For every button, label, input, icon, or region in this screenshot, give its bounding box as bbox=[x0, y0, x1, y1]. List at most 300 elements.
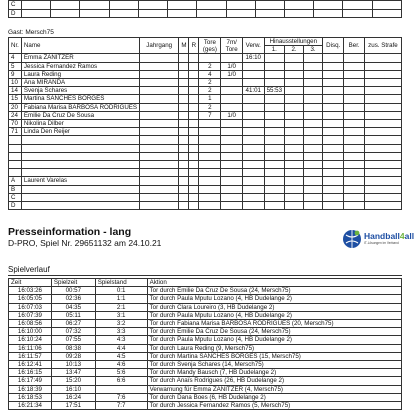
empty-cell bbox=[304, 193, 323, 201]
empty-cell bbox=[304, 144, 323, 152]
event-zeit: 16:07:03 bbox=[9, 303, 52, 311]
empty-cell bbox=[284, 1, 313, 10]
player-r bbox=[189, 79, 199, 87]
player-r bbox=[189, 120, 199, 128]
official-row bbox=[9, 1, 402, 10]
empty-cell bbox=[344, 136, 365, 144]
empty-cell bbox=[285, 193, 304, 201]
event-spielstand: 3:3 bbox=[95, 328, 147, 336]
player-h1 bbox=[264, 54, 284, 62]
event-spielzeit: 07:32 bbox=[51, 328, 95, 336]
player-verw: 41:01 bbox=[242, 87, 264, 95]
player-r bbox=[189, 128, 199, 136]
empty-cell bbox=[221, 201, 243, 209]
empty-cell bbox=[179, 152, 189, 160]
event-spielstand: 4:5 bbox=[95, 352, 147, 360]
empty-cell bbox=[21, 161, 139, 169]
player-7m: 1/0 bbox=[221, 111, 243, 119]
empty-cell bbox=[242, 193, 264, 201]
empty-cell bbox=[221, 177, 243, 185]
player-disq bbox=[323, 87, 344, 95]
empty-cell bbox=[323, 177, 344, 185]
player-r bbox=[189, 62, 199, 70]
event-spielzeit: 02:36 bbox=[51, 295, 95, 303]
empty-cell bbox=[285, 201, 304, 209]
empty-cell bbox=[364, 161, 401, 169]
empty-cell bbox=[199, 201, 221, 209]
player-name: Emilie Da Cruz De Sousa bbox=[21, 111, 139, 119]
empty-cell bbox=[323, 152, 344, 160]
player-tore bbox=[199, 54, 221, 62]
player-row bbox=[9, 128, 402, 136]
official-name: Laurent Varelas bbox=[21, 177, 139, 185]
official-code: A bbox=[9, 177, 22, 185]
empty-cell bbox=[140, 136, 179, 144]
player-h1: 55:53 bbox=[264, 87, 284, 95]
official-row bbox=[9, 193, 402, 201]
player-jahrgang bbox=[140, 111, 179, 119]
empty-cell bbox=[364, 185, 401, 193]
player-nr: 71 bbox=[9, 128, 22, 136]
press-subtitle: D-PRO, Spiel Nr. 29651132 am 24.10.21 bbox=[8, 238, 162, 248]
empty-cell bbox=[189, 185, 199, 193]
player-7m bbox=[221, 128, 243, 136]
event-zeit: 16:11:06 bbox=[9, 344, 52, 352]
player-ber bbox=[344, 120, 365, 128]
player-nr: 20 bbox=[9, 103, 22, 111]
player-verw bbox=[242, 62, 264, 70]
empty-cell bbox=[323, 169, 344, 177]
empty-cell bbox=[285, 177, 304, 185]
header-h1: 1. bbox=[264, 46, 284, 54]
empty-cell bbox=[179, 185, 189, 193]
event-zeit: 16:16:15 bbox=[9, 369, 52, 377]
event-spielzeit: 15:20 bbox=[51, 377, 95, 385]
empty-cell bbox=[109, 9, 138, 18]
player-r bbox=[189, 70, 199, 78]
player-r bbox=[189, 95, 199, 103]
player-m bbox=[179, 54, 189, 62]
empty-cell bbox=[189, 193, 199, 201]
empty-cell bbox=[179, 144, 189, 152]
player-h1 bbox=[264, 120, 284, 128]
player-ber bbox=[344, 95, 365, 103]
player-zus-strafe bbox=[364, 62, 401, 70]
event-zeit: 16:10:00 bbox=[9, 328, 52, 336]
empty-cell bbox=[221, 169, 243, 177]
player-m bbox=[179, 95, 189, 103]
event-spielstand: 7:7 bbox=[95, 402, 147, 410]
header-7m: 7m/ Tore bbox=[221, 38, 243, 54]
empty-cell bbox=[51, 1, 80, 10]
empty-cell bbox=[140, 201, 179, 209]
empty-cell bbox=[284, 9, 313, 18]
event-zeit: 16:17:49 bbox=[9, 377, 52, 385]
empty-cell bbox=[199, 193, 221, 201]
player-verw bbox=[242, 128, 264, 136]
player-m bbox=[179, 70, 189, 78]
event-row bbox=[9, 369, 402, 377]
player-h2 bbox=[285, 70, 304, 78]
player-name: Fabiana Marisa BARBOSA RODRIGUES bbox=[21, 103, 139, 111]
event-row bbox=[9, 320, 402, 328]
empty-cell bbox=[255, 1, 284, 10]
empty-cell bbox=[264, 144, 284, 152]
player-7m: 1/0 bbox=[221, 62, 243, 70]
event-row bbox=[9, 352, 402, 360]
player-verw bbox=[242, 95, 264, 103]
event-spielzeit: 09:28 bbox=[51, 352, 95, 360]
empty-cell bbox=[285, 144, 304, 152]
player-jahrgang bbox=[140, 95, 179, 103]
event-spielzeit: 16:10 bbox=[51, 385, 95, 393]
empty-cell bbox=[197, 1, 226, 10]
player-row bbox=[9, 54, 402, 62]
official-row bbox=[9, 185, 402, 193]
empty-cell bbox=[314, 9, 343, 18]
player-table-header-row bbox=[9, 38, 402, 46]
empty-cell bbox=[242, 161, 264, 169]
event-spielstand: 4:3 bbox=[95, 336, 147, 344]
player-zus-strafe bbox=[364, 103, 401, 111]
section-divider bbox=[8, 275, 402, 276]
player-m bbox=[179, 103, 189, 111]
empty-cell bbox=[168, 1, 197, 10]
empty-cell bbox=[21, 136, 139, 144]
empty-cell bbox=[221, 161, 243, 169]
header-nr: Nr. bbox=[9, 38, 22, 54]
empty-cell bbox=[304, 169, 323, 177]
player-jahrgang bbox=[140, 54, 179, 62]
empty-cell bbox=[179, 161, 189, 169]
empty-cell bbox=[364, 152, 401, 160]
empty-player-row bbox=[9, 161, 402, 169]
player-m bbox=[179, 62, 189, 70]
empty-cell bbox=[242, 136, 264, 144]
event-zeit: 16:08:56 bbox=[9, 320, 52, 328]
event-aktion: Tor durch Mandy Bausch (7, HB Dudelange 2) bbox=[147, 369, 401, 377]
player-h3 bbox=[304, 79, 323, 87]
player-h2 bbox=[285, 120, 304, 128]
event-spielstand bbox=[95, 385, 147, 393]
player-h3 bbox=[304, 95, 323, 103]
official-code: C bbox=[9, 1, 22, 10]
player-m bbox=[179, 79, 189, 87]
event-spielstand: 4:6 bbox=[95, 361, 147, 369]
empty-cell bbox=[189, 152, 199, 160]
event-row bbox=[9, 303, 402, 311]
empty-cell bbox=[264, 169, 284, 177]
player-jahrgang bbox=[140, 62, 179, 70]
player-7m bbox=[221, 79, 243, 87]
empty-cell bbox=[264, 161, 284, 169]
empty-cell bbox=[221, 185, 243, 193]
empty-cell bbox=[80, 9, 109, 18]
empty-cell bbox=[242, 185, 264, 193]
player-7m bbox=[221, 54, 243, 62]
player-tore: 2 bbox=[199, 103, 221, 111]
official-name bbox=[21, 185, 139, 193]
player-h3 bbox=[304, 70, 323, 78]
player-h2 bbox=[285, 79, 304, 87]
empty-cell bbox=[199, 169, 221, 177]
empty-cell bbox=[189, 169, 199, 177]
player-nr: 4 bbox=[9, 54, 22, 62]
player-zus-strafe bbox=[364, 79, 401, 87]
team-label: Gast: Mersch75 bbox=[8, 29, 54, 36]
player-ber bbox=[344, 79, 365, 87]
event-zeit: 16:10:24 bbox=[9, 336, 52, 344]
player-name: Martina SANCHES BORGES bbox=[21, 95, 139, 103]
event-spielzeit: 00:57 bbox=[51, 287, 95, 295]
empty-cell bbox=[285, 161, 304, 169]
empty-cell bbox=[179, 169, 189, 177]
empty-cell bbox=[264, 193, 284, 201]
empty-cell bbox=[242, 201, 264, 209]
event-zeit: 16:11:57 bbox=[9, 352, 52, 360]
player-name: Ana MIRANDA bbox=[21, 79, 139, 87]
player-name: Emma ZANITZER bbox=[21, 54, 139, 62]
empty-cell bbox=[21, 144, 139, 152]
empty-cell bbox=[364, 201, 401, 209]
empty-cell bbox=[140, 161, 179, 169]
empty-cell bbox=[221, 144, 243, 152]
event-spielstand: 1:1 bbox=[95, 295, 147, 303]
handball-icon bbox=[342, 229, 362, 249]
empty-cell bbox=[344, 193, 365, 201]
player-7m: 1/0 bbox=[221, 70, 243, 78]
empty-cell bbox=[323, 193, 344, 201]
empty-cell bbox=[304, 185, 323, 193]
player-verw: 16:10 bbox=[242, 54, 264, 62]
header-h2: 2. bbox=[285, 46, 304, 54]
player-ber bbox=[344, 111, 365, 119]
player-nr: 15 bbox=[9, 95, 22, 103]
empty-cell bbox=[140, 144, 179, 152]
player-zus-strafe bbox=[364, 54, 401, 62]
official-row bbox=[9, 177, 402, 185]
empty-cell bbox=[199, 144, 221, 152]
player-row bbox=[9, 70, 402, 78]
event-row bbox=[9, 295, 402, 303]
player-zus-strafe bbox=[364, 128, 401, 136]
player-r bbox=[189, 111, 199, 119]
event-aktion: Tor durch Emilie Da Cruz De Sousa (24, Mersch75) bbox=[147, 328, 401, 336]
empty-cell bbox=[189, 161, 199, 169]
header-spielzeit: Spielzeit bbox=[51, 279, 95, 287]
player-tore: 7 bbox=[199, 111, 221, 119]
empty-cell bbox=[9, 136, 22, 144]
event-spielzeit: 07:55 bbox=[51, 336, 95, 344]
player-h2 bbox=[285, 128, 304, 136]
empty-cell bbox=[221, 136, 243, 144]
event-aktion: Verwarnung für Emma ZANITZER (4, Mersch75) bbox=[147, 385, 401, 393]
player-jahrgang bbox=[140, 87, 179, 95]
player-h1 bbox=[264, 103, 284, 111]
event-aktion: Tor durch Emilie Da Cruz De Sousa (24, Mersch75) bbox=[147, 287, 401, 295]
empty-cell bbox=[199, 136, 221, 144]
player-row bbox=[9, 111, 402, 119]
player-tore bbox=[199, 128, 221, 136]
player-disq bbox=[323, 128, 344, 136]
official-name bbox=[21, 201, 139, 209]
player-tore: 1 bbox=[199, 95, 221, 103]
event-spielzeit: 04:35 bbox=[51, 303, 95, 311]
official-code: D bbox=[9, 9, 22, 18]
event-aktion: Tor durch Svenja Schares (14, Mersch75) bbox=[147, 361, 401, 369]
player-verw bbox=[242, 120, 264, 128]
empty-cell bbox=[199, 177, 221, 185]
empty-cell bbox=[221, 193, 243, 201]
player-jahrgang bbox=[140, 128, 179, 136]
empty-cell bbox=[9, 161, 22, 169]
empty-cell bbox=[140, 185, 179, 193]
empty-cell bbox=[9, 169, 22, 177]
handball4all-logo bbox=[342, 227, 414, 253]
empty-cell bbox=[242, 152, 264, 160]
empty-cell bbox=[343, 1, 372, 10]
player-r bbox=[189, 87, 199, 95]
empty-cell bbox=[109, 1, 138, 10]
empty-cell bbox=[264, 177, 284, 185]
header-zus-strafe: zus. Strafe bbox=[364, 38, 401, 54]
empty-cell bbox=[242, 169, 264, 177]
player-disq bbox=[323, 120, 344, 128]
empty-cell bbox=[264, 201, 284, 209]
player-row bbox=[9, 95, 402, 103]
player-zus-strafe bbox=[364, 95, 401, 103]
empty-cell bbox=[323, 201, 344, 209]
empty-cell bbox=[344, 201, 365, 209]
empty-cell bbox=[344, 161, 365, 169]
player-h1 bbox=[264, 79, 284, 87]
empty-cell bbox=[372, 9, 401, 18]
empty-cell bbox=[285, 169, 304, 177]
event-row bbox=[9, 385, 402, 393]
player-stats-table bbox=[8, 37, 402, 210]
event-zeit: 16:18:53 bbox=[9, 393, 52, 401]
event-aktion: Tor durch Paula Mputu Lozano (4, HB Dudelange 2) bbox=[147, 311, 401, 319]
header-zeit: Zeit bbox=[9, 279, 52, 287]
event-zeit: 16:05:05 bbox=[9, 295, 52, 303]
empty-cell bbox=[199, 161, 221, 169]
player-ber bbox=[344, 54, 365, 62]
player-disq bbox=[323, 54, 344, 62]
event-aktion: Tor durch Clara Loureiro (3, HB Dudelange 2) bbox=[147, 303, 401, 311]
player-zus-strafe bbox=[364, 120, 401, 128]
empty-cell bbox=[344, 185, 365, 193]
empty-cell bbox=[226, 9, 255, 18]
event-aktion: Tor durch Paula Mputu Lozano (4, HB Dudelange 2) bbox=[147, 295, 401, 303]
player-h1 bbox=[264, 128, 284, 136]
player-h3 bbox=[304, 111, 323, 119]
empty-cell bbox=[255, 9, 284, 18]
header-verw: Verw. bbox=[242, 38, 264, 54]
empty-cell bbox=[9, 152, 22, 160]
player-h3 bbox=[304, 87, 323, 95]
official-name bbox=[22, 9, 51, 18]
player-nr: 14 bbox=[9, 87, 22, 95]
official-code: C bbox=[9, 193, 22, 201]
player-jahrgang bbox=[140, 79, 179, 87]
event-spielstand: 3:2 bbox=[95, 320, 147, 328]
header-disq: Disq. bbox=[323, 38, 344, 54]
event-row bbox=[9, 361, 402, 369]
player-row bbox=[9, 79, 402, 87]
header-tore: Tore (ges) bbox=[199, 38, 221, 54]
empty-cell bbox=[140, 177, 179, 185]
player-h1 bbox=[264, 111, 284, 119]
empty-cell bbox=[242, 144, 264, 152]
event-spielstand: 2:1 bbox=[95, 303, 147, 311]
empty-cell bbox=[323, 161, 344, 169]
player-h2 bbox=[285, 103, 304, 111]
header-jahrgang: Jahrgang bbox=[140, 38, 179, 54]
empty-cell bbox=[179, 136, 189, 144]
player-m bbox=[179, 87, 189, 95]
player-h3 bbox=[304, 62, 323, 70]
player-disq bbox=[323, 95, 344, 103]
empty-cell bbox=[323, 185, 344, 193]
empty-cell bbox=[189, 144, 199, 152]
player-disq bbox=[323, 79, 344, 87]
empty-cell bbox=[364, 177, 401, 185]
empty-cell bbox=[21, 169, 139, 177]
event-row bbox=[9, 336, 402, 344]
empty-cell bbox=[140, 152, 179, 160]
spielverlauf-title: Spielverlauf bbox=[8, 265, 50, 274]
header-r: R bbox=[189, 38, 199, 54]
player-tore: 2 bbox=[199, 79, 221, 87]
player-r bbox=[189, 103, 199, 111]
player-row bbox=[9, 103, 402, 111]
player-ber bbox=[344, 103, 365, 111]
header-ber: Ber. bbox=[344, 38, 365, 54]
player-ber bbox=[344, 128, 365, 136]
player-disq bbox=[323, 62, 344, 70]
player-row bbox=[9, 62, 402, 70]
empty-cell bbox=[304, 152, 323, 160]
empty-cell bbox=[264, 152, 284, 160]
empty-cell bbox=[199, 185, 221, 193]
empty-cell bbox=[264, 136, 284, 144]
empty-cell bbox=[140, 169, 179, 177]
empty-cell bbox=[51, 9, 80, 18]
player-jahrgang bbox=[140, 120, 179, 128]
event-spielzeit: 10:13 bbox=[51, 361, 95, 369]
empty-cell bbox=[242, 177, 264, 185]
official-name bbox=[22, 1, 51, 10]
player-h2 bbox=[285, 95, 304, 103]
event-spielstand: 4:4 bbox=[95, 344, 147, 352]
empty-cell bbox=[323, 136, 344, 144]
game-events-table bbox=[8, 278, 402, 410]
empty-cell bbox=[179, 177, 189, 185]
player-h2 bbox=[285, 54, 304, 62]
player-name: Nikolina Dilber bbox=[21, 120, 139, 128]
empty-cell bbox=[344, 144, 365, 152]
player-7m bbox=[221, 120, 243, 128]
logo-wordmark: Handball4all bbox=[364, 231, 414, 241]
empty-player-row bbox=[9, 136, 402, 144]
event-spielstand: 0:1 bbox=[95, 287, 147, 295]
player-h1 bbox=[264, 70, 284, 78]
player-tore bbox=[199, 120, 221, 128]
header-m: M bbox=[179, 38, 189, 54]
empty-cell bbox=[304, 201, 323, 209]
player-jahrgang bbox=[140, 103, 179, 111]
empty-cell bbox=[344, 177, 365, 185]
